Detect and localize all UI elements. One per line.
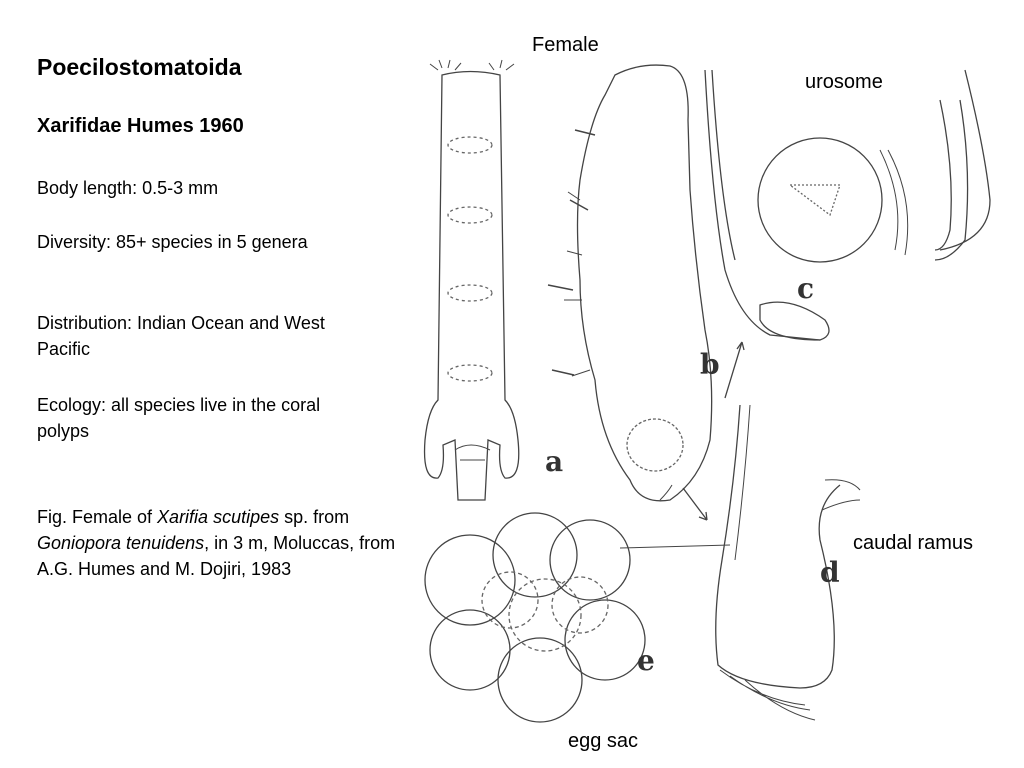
caption-host: Goniopora tenuidens (37, 533, 205, 553)
caption-part1: Fig. Female of (37, 507, 158, 527)
drawing-b-lateral (548, 65, 712, 501)
label-female: Female (532, 34, 599, 56)
label-urosome: urosome (805, 71, 883, 93)
slide-title: Poecilostomatoida (37, 54, 242, 80)
drawing-a-dorsal (425, 60, 519, 500)
fact-body-length: Body length: 0.5-3 mm (37, 178, 219, 198)
panel-letter-a: a (545, 445, 564, 478)
drawing-e-egg-sac (425, 513, 645, 722)
label-caudal-ramus: caudal ramus (853, 532, 974, 554)
family-name: Xarifidae Humes 1960 (37, 115, 244, 137)
label-egg-sac: egg sac (568, 730, 639, 752)
caption-part3: , in 3 m, Moluccas, from A.G. Humes and M. Dojiri, 1983 (37, 533, 396, 579)
caption-part2: sp. from (279, 507, 350, 527)
drawing-c-urosome (705, 70, 990, 340)
panel-letter-d: d (820, 556, 840, 589)
fact-diversity: Diversity: 85+ species in 5 genera (37, 232, 308, 252)
panel-letter-e: e (637, 644, 655, 677)
fact-distribution: Distribution: Indian Ocean and West Pacific (37, 313, 325, 359)
panel-letter-c: c (797, 272, 815, 305)
panel-letter-b: b (700, 348, 720, 381)
fact-ecology: Ecology: all species live in the coral polyps (37, 395, 321, 441)
caption-species: Xarifia scutipes (157, 507, 280, 527)
